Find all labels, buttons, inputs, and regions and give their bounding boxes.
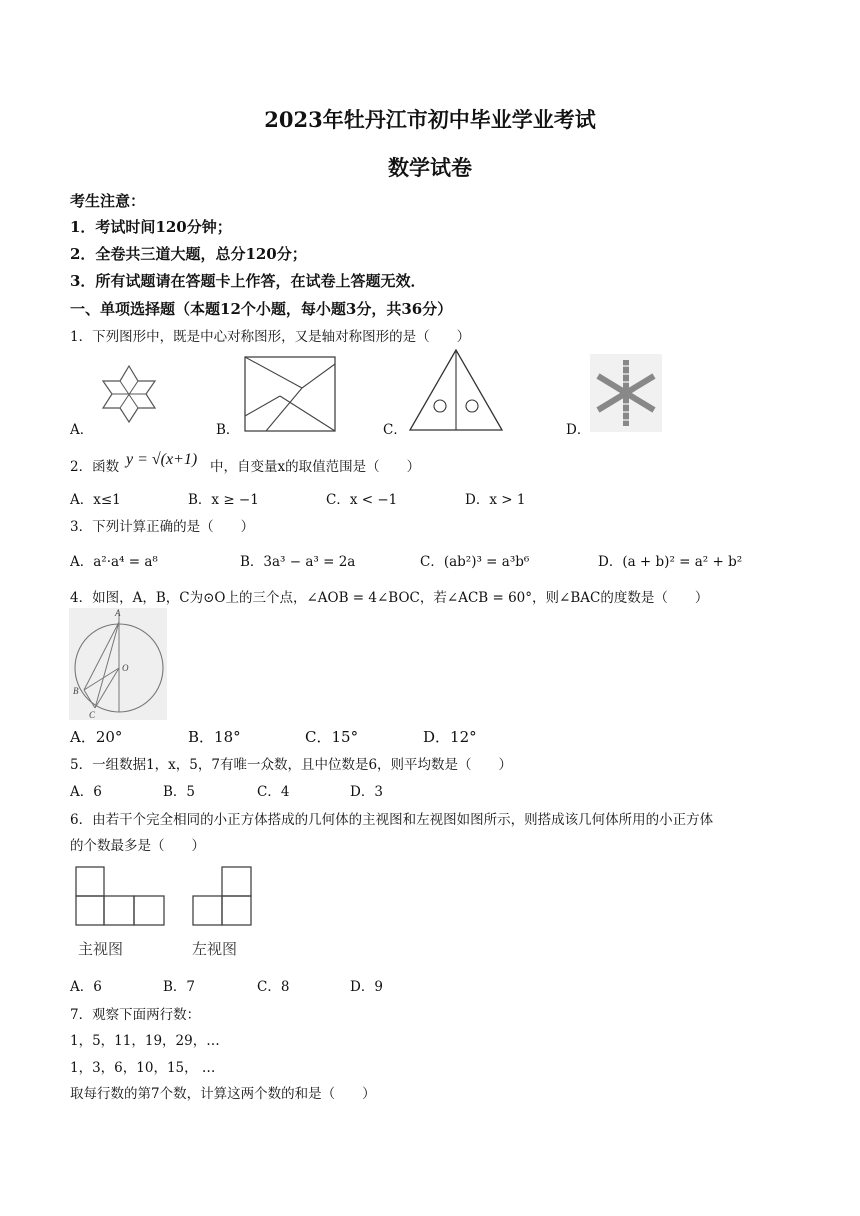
- notice-heading: 考生注意：: [70, 192, 146, 210]
- q3-option-a[interactable]: A．a²·a⁴ = a⁸: [70, 554, 158, 570]
- q3-option-c[interactable]: C．(ab²)³ = a³b⁶: [420, 554, 530, 570]
- question-2-stem-post: 中，自变量x的取值范围是（ ）: [210, 459, 421, 475]
- q4-label-b: B: [73, 686, 79, 696]
- q2-option-a[interactable]: A．x≤1: [70, 492, 121, 508]
- q4-label-o: O: [122, 663, 129, 673]
- q4-circle-figure: [69, 608, 167, 720]
- page-subtitle: 数学试卷: [388, 155, 472, 180]
- question-7-stem: 7．观察下面两行数：: [70, 1007, 201, 1023]
- q5-option-c[interactable]: C．4: [257, 784, 290, 800]
- question-4-stem: 4．如图，A，B，C为⊙O上的三个点，∠AOB = 4∠BOC，若∠ACB = 60°，则∠BAC的度数是（ ）: [70, 590, 709, 606]
- q4-option-a[interactable]: A．20°: [70, 728, 123, 746]
- q6-left-view: [190, 864, 254, 928]
- question-7-row-1: 1，5，11，19，29，…: [70, 1033, 220, 1049]
- q5-option-a[interactable]: A．6: [70, 784, 102, 800]
- q4-label-a: A: [115, 608, 121, 618]
- q1-option-b[interactable]: B．: [216, 422, 240, 438]
- q6-option-a[interactable]: A．6: [70, 979, 102, 995]
- question-6-stem-line2: 的个数最多是（ ）: [70, 838, 205, 854]
- q2-option-c[interactable]: C．x < −1: [326, 492, 398, 508]
- q1-option-d[interactable]: D．: [566, 422, 591, 438]
- q3-option-b[interactable]: B．3a³ − a³ = 2a: [240, 554, 356, 570]
- q6-left-view-caption: 左视图: [192, 940, 238, 958]
- q1-figure-b-pinwheel-square: [244, 356, 336, 432]
- question-7-ask: 取每行数的第7个数，计算这两个数的和是（ ）: [70, 1086, 376, 1102]
- q3-option-d[interactable]: D．(a + b)² = a² + b²: [598, 554, 743, 570]
- q4-label-c: C: [89, 710, 96, 720]
- q6-option-b[interactable]: B．7: [163, 979, 196, 995]
- question-7-row-2: 1，3，6，10，15， …: [70, 1060, 216, 1076]
- question-5-stem: 5．一组数据1，x，5，7有唯一众数，且中位数是6，则平均数是（ ）: [70, 757, 513, 773]
- q6-option-d[interactable]: D．9: [350, 979, 383, 995]
- notice-item: 3．所有试题请在答题卡上作答，在试卷上答题无效．: [70, 272, 426, 290]
- q4-option-c[interactable]: C．15°: [305, 728, 359, 746]
- q1-figure-c-triangle-circles: [408, 348, 504, 432]
- page-title: 2023年牡丹江市初中毕业学业考试: [264, 107, 596, 132]
- question-1-stem: 1．下列图形中，既是中心对称图形，又是轴对称图形的是（ ）: [70, 329, 471, 345]
- q1-figure-a-star: [96, 364, 162, 424]
- q6-front-view: [74, 864, 166, 928]
- q6-front-view-caption: 主视图: [78, 940, 124, 958]
- q1-figure-d-hatched-asterisk: [590, 354, 662, 432]
- q5-option-b[interactable]: B．5: [163, 784, 196, 800]
- question-6-stem-line1: 6．由若干个完全相同的小正方体搭成的几何体的主视图和左视图如图所示，则搭成该几何体所用的小正方体: [70, 812, 714, 828]
- q5-option-d[interactable]: D．3: [350, 784, 383, 800]
- q4-option-b[interactable]: B．18°: [188, 728, 241, 746]
- q2-option-b[interactable]: B．x ≥ −1: [188, 492, 259, 508]
- question-2-stem-pre: 2．函数: [70, 459, 120, 475]
- q2-option-d[interactable]: D．x > 1: [465, 492, 526, 508]
- question-3-stem: 3．下列计算正确的是（ ）: [70, 519, 255, 535]
- section-heading: 一、单项选择题（本题12个小题，每小题3分，共36分）: [70, 300, 453, 318]
- q4-option-d[interactable]: D．12°: [423, 728, 477, 746]
- notice-item: 2．全卷共三道大题，总分120分；: [70, 245, 307, 263]
- q6-option-c[interactable]: C．8: [257, 979, 290, 995]
- notice-item: 1．考试时间120分钟；: [70, 218, 232, 236]
- question-2-formula: y = √(x+1): [126, 451, 198, 468]
- q1-option-c[interactable]: C．: [383, 422, 407, 438]
- q1-option-a[interactable]: A．: [70, 422, 94, 438]
